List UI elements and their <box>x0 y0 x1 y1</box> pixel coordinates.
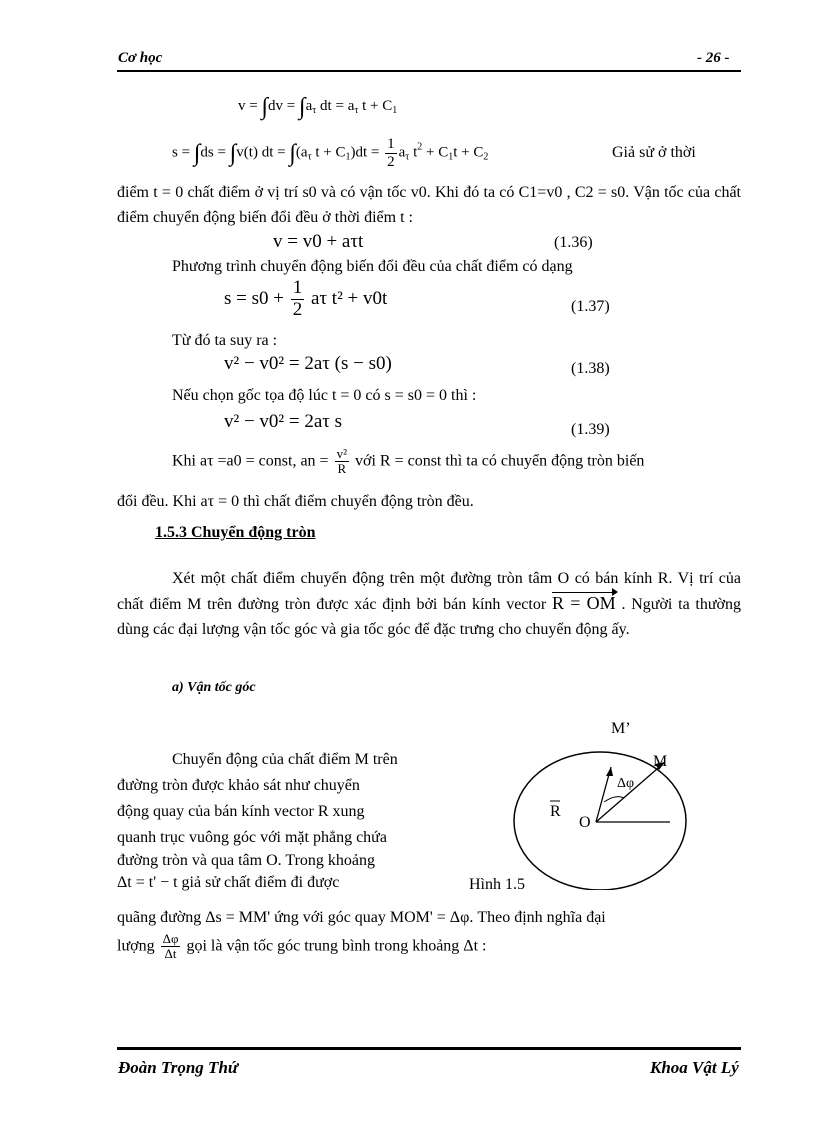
label-delta-phi: Δφ <box>617 776 635 791</box>
para3-line-3: động quay của bán kính vector R xung <box>117 803 365 820</box>
figure-caption: Hình 1.5 <box>469 876 525 893</box>
subsection-angular-velocity: a) Vận tốc góc <box>172 680 256 695</box>
footer-author: Đoàn Trọng Thứ <box>118 1058 239 1077</box>
label-r: R <box>550 803 561 820</box>
equation-number-1-36: (1.36) <box>554 234 593 251</box>
header-rule <box>117 70 741 72</box>
para3-line-2: đường tròn được khảo sát như chuyển <box>117 777 360 794</box>
para3-line-1: Chuyển động của chất điểm M trên <box>172 751 398 768</box>
arrow-mprime-icon <box>606 767 613 776</box>
text-average-angular-velocity: lượng $\frac{\Delta\varphi}{\Delta t}$ gọi là vận tốc góc trung bình trong khoảng Δt : <box>117 931 487 962</box>
equation-1-37: s = s0 + $\frac{1}{2}$ aτ t² + v0t <box>224 277 388 320</box>
equation-v: $v = \int dv = \int a_\tau$ dt = $a_\tau$ $t + C_1$ <box>238 94 398 120</box>
equation-1-36: v = v0 + aτt <box>273 231 364 252</box>
text-arc-length: quãng đường Δs = MM' ứng với góc quay MOM' = Δφ. Theo định nghĩa đại <box>117 909 606 926</box>
label-o: O <box>579 814 591 831</box>
equation-s: s = ∫ds = ∫v(t) dt = $\int(a_\tau$ $t + C_1)dt$ = $\frac{1}{2}$ $a_\tau$ $t^2 + C_1t + C_2$ <box>172 136 489 170</box>
equation-1-38: v² − v0² = 2aτ (s − s0) <box>224 353 392 374</box>
para3-line-5: đường tròn và qua tâm O. Trong khoảng <box>117 852 376 869</box>
equation-number-1-37: (1.37) <box>571 298 610 315</box>
paragraph-circular-motion: Xét một chất điểm chuyển động trên một đường tròn tâm O có bán kính R. Vị trí của chất điểm M trên đường tròn được xác định bởi bán kính vector R = OM . Người ta thường dùng các đại lượng vận tốc góc và gia tốc góc để đặc trưng cho chuyển động ấy. <box>117 570 742 638</box>
label-m-prime: M’ <box>611 720 631 737</box>
text-uniform-circular: đổi đều. Khi aτ = 0 thì chất điểm chuyển động tròn đều. <box>117 493 474 510</box>
equation-1-39: v² − v0² = 2aτ s <box>224 411 343 432</box>
angle-arc <box>604 797 624 802</box>
footer-department: Khoa Vật Lý <box>650 1058 739 1077</box>
figure-circle-diagram <box>500 710 700 890</box>
text-therefore: Từ đó ta suy ra : <box>172 332 278 349</box>
paragraph-initial-conditions: điểm t = 0 chất điểm ở vị trí s0 và có vận tốc v0. Khi đó ta có C1=v0 , C2 = s0. Vận tốc của chất điểm chuyển động biến đổi đều ở thời điểm t : <box>117 184 741 226</box>
radius-om <box>596 762 665 822</box>
para3-line-4: quanh trục vuông góc với mặt phẳng chứa <box>117 829 387 846</box>
vector-r-om: R = OM <box>551 593 616 613</box>
para3-line-6: Δt = t' − t giả sử chất điểm đi được <box>117 874 340 891</box>
section-title: 1.5.3 Chuyển động tròn <box>155 524 316 541</box>
text-gia-su: Giả sử ở thời <box>612 144 696 161</box>
page-number: - 26 - <box>697 50 730 66</box>
label-m: M <box>653 753 668 770</box>
header-left: Cơ học <box>118 50 163 66</box>
equation-number-1-39: (1.39) <box>571 421 610 438</box>
circle-path <box>514 752 686 890</box>
footer-rule <box>117 1047 741 1050</box>
equation-number-1-38: (1.38) <box>571 360 610 377</box>
text-when-const: Khi aτ =a0 = const, an = $\frac{\text{v²}}{R}$ với R = const thì ta có chuyển động tròn biến <box>172 446 645 477</box>
text-origin-choice: Nếu chọn gốc tọa độ lúc t = 0 có s = s0 = 0 thì : <box>172 387 477 404</box>
text-motion-equation: Phương trình chuyển động biến đổi đều của chất điểm có dạng <box>172 258 573 275</box>
